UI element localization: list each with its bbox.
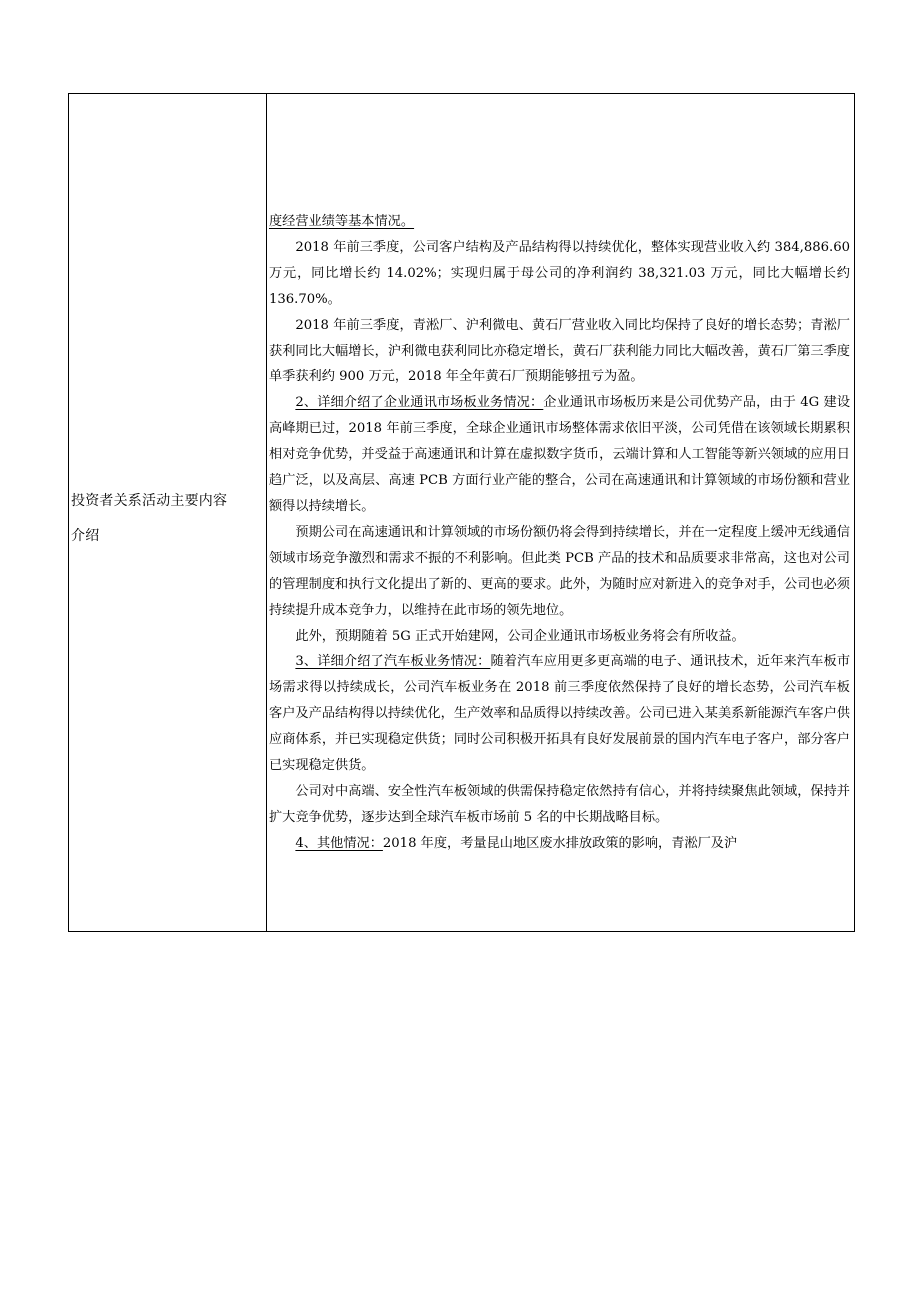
section-2-body: 企业通讯市场板历来是公司优势产品，由于 4G 建设高峰期已过，2018 年前三季度，全球企业通讯市场整体需求依旧平淡，公司凭借在该领域长期累积相对竞争优势，并受益于高速通讯和计算在虚拟数字货币，云端计算和人工智能等新兴领域的应用日趋广泛，以及高层、高速 PCB 方面行业产能的整合，公司在高速通讯和计算领域的市场份额和营业额得以持续增长。	[269, 395, 851, 514]
section-other	[269, 831, 850, 857]
paragraph-plants: 2018 年前三季度，青淞厂、沪利微电、黄石厂营业收入同比均保持了良好的增长态势；青淞厂获利同比大幅增长，沪利微电获利同比亦稳定增长，黄石厂获利能力同比大幅改善，黄石厂第三季度单季获利约 900 万元，2018 年全年黄石厂预期能够扭亏为盈。	[269, 317, 850, 385]
content-cell	[267, 94, 854, 931]
paragraph-revenue: 2018 年前三季度，公司客户结构及产品结构得以持续优化，整体实现营业收入约 384,886.60 万元，同比增长约 14.02%；实现归属于母公司的净利润约 38,321.03 万元，同比大幅增长约 136.70%。	[269, 239, 850, 307]
section-4-body: 2018 年度，考量昆山地区废水排放政策的影响，青淞厂及沪	[382, 835, 738, 851]
row-label-line-2: 介绍	[71, 527, 100, 544]
investor-relations-table	[68, 93, 855, 932]
section-enterprise-comm	[269, 390, 850, 520]
paragraph-auto-strategy: 公司对中高端、安全性汽车板领域的供需保持稳定依然持有信心，并将持续聚焦此领域，保持并扩大竞争优势，逐步达到全球汽车板市场前 5 名的中长期战略目标。	[269, 783, 850, 825]
section-4-heading: 4、其他情况：	[295, 835, 383, 851]
row-label	[69, 484, 266, 554]
section-automotive	[269, 649, 850, 779]
paragraph-expectation: 预期公司在高速通讯和计算领域的市场份额仍将会得到持续增长，并在一定程度上缓冲无线通信领域市场竞争激烈和需求不振的不利影响。但此类 PCB 产品的技术和品质要求非常高，这也对公司的管理制度和执行文化提出了新的、更高的要求。此外，为随时应对新进入的竞争对手，公司也必须持续提升成本竞争力，以维持在此市场的领先地位。	[269, 524, 850, 618]
continuation-text: 度经营业绩等基本情况。	[269, 214, 415, 229]
continuation-line	[269, 209, 850, 235]
section-2-heading: 2、详细介绍了企业通讯市场板业务情况：	[295, 395, 544, 411]
content-text	[269, 209, 850, 857]
row-label-cell	[69, 94, 267, 931]
row-label-line-1: 投资者关系活动主要内容	[71, 492, 228, 509]
section-3-heading: 3、详细介绍了汽车板业务情况：	[295, 654, 491, 670]
paragraph-5g: 此外，预期随着 5G 正式开始建网，公司企业通讯市场板业务将会有所收益。	[295, 628, 745, 644]
section-3-body: 随着汽车应用更多更高端的电子、通讯技术，近年来汽车板市场需求得以持续成长，公司汽车板业务在 2018 前三季度依然保持了良好的增长态势，公司汽车板客户及产品结构得以持续优化，生产效率和品质得以持续改善。公司已进入某美系新能源汽车客户供应商体系，并已实现稳定供货；同时公司积极开拓具有良好发展前景的国内汽车电子客户，部分客户已实现稳定供货。	[269, 654, 851, 774]
